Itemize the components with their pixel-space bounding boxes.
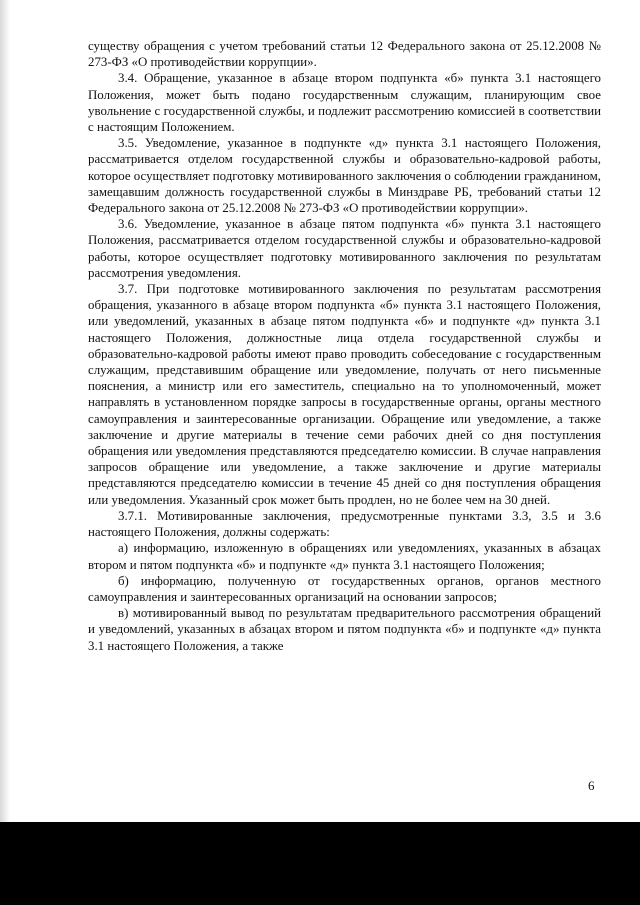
paragraph-continuation: существу обращения с учетом требований статьи 12 Федерального закона от 25.12.2008 № 273-ФЗ «О противодействии коррупции». [88,39,601,70]
paragraph-3-7: 3.7. При подготовке мотивированного заключения по результатам рассмотрения обращения, указанного в абзаце втором подпункта «б» пункта 3.1 настоящего Положения, или уведомлений, указанных в абзаце пятом подпункта «б» и подпункте «д» пункта 3.1 настоящего Положения, должностные лица отдела государственной службы и образовательно-кадровой работы имеют право проводить собеседование с государственным служащим, представившим обращение или уведомление, получать от него письменные пояснения, а министр или его заместитель, специально на то уполномоченный, может направлять в установленном порядке запросы в государственные органы, органы местного самоуправления и заинтересованные организации. Обращение или уведомление, а также заключение и другие материалы в течение семи рабочих дней со дня поступления обращения или уведомления представляются председателю комиссии. В случае направления запросов обращение или уведомление, а также заключение и другие материалы представляются председателю комиссии в течение 45 дней со дня поступления обращения или уведомления. Указанный срок может быть продлен, но не более чем на 30 дней. [88,282,601,507]
paragraph-3-7-1: 3.7.1. Мотивированные заключения, предусмотренные пунктами 3.3, 3.5 и 3.6 настоящего Положения, должны содержать: [88,508,601,540]
paragraph-3-5: 3.5. Уведомление, указанное в подпункте «д» пункта 3.1 настоящего Положения, рассматривается отделом государственной службы и образовательно-кадровой работы, которое осуществляет подготовку мотивированного заключения о соблюдении гражданином, замещавшим должность государственной службы в Минздраве РБ, требований статьи 12 Федерального закона от 25.12.2008 № 273-ФЗ «О противодействии коррупции». [88,136,601,216]
document-body [88,38,601,654]
paragraph-3-4: 3.4. Обращение, указанное в абзаце втором подпункта «б» пункта 3.1 настоящего Положения, может быть подано государственным служащим, планирующим свое увольнение с государственной службы, и подлежит рассмотрению комиссией в соответствии с настоящим Положением. [88,71,601,135]
paragraph-3-6: 3.6. Уведомление, указанное в абзаце пятом подпункта «б» пункта 3.1 настоящего Положения, рассматривается отделом государственной службы и образовательно-кадровой работы, которое осуществляет подготовку мотивированного заключения по результатам рассмотрения уведомления. [88,217,601,280]
list-item-a: а) информацию, изложенную в обращениях или уведомлениях, указанных в абзацах втором и пятом подпункта «б» и подпункте «д» пункта 3.1 настоящего Положения; [88,541,601,572]
list-item-b: б) информацию, полученную от государственных органов, органов местного самоуправления и заинтересованных организаций на основании запросов; [88,573,601,604]
list-item-v: в) мотивированный вывод по результатам предварительного рассмотрения обращений и уведомлений, указанных в абзацах втором и пятом подпункта «б» и подпункте «д» пункта 3.1 настоящего Положения, а также [88,606,601,653]
page-number: 6 [588,778,595,793]
